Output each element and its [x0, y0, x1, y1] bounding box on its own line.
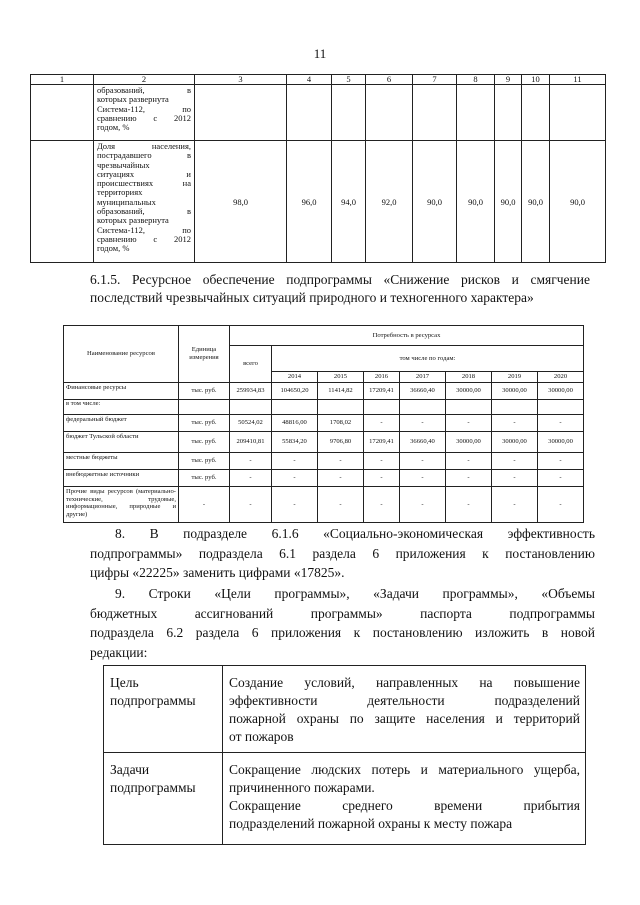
table-row [64, 432, 584, 453]
table-row [64, 383, 584, 400]
resource-name: Финансовые ресурсы [64, 383, 179, 400]
table-cell: 30000,00 [538, 383, 584, 400]
total-cell: 259934,83 [230, 383, 272, 400]
total-cell: - [230, 453, 272, 470]
unit-cell: тыс. руб. [179, 453, 230, 470]
paragraph-8: 8. В подразделе 6.1.6 «Социально-экономическая эффективность подпрограммы» подраздела 6.1 раздела 6 приложения к постановлению цифры «22225» заменить цифрами «17825». [90, 526, 595, 580]
column-number: 8 [457, 75, 495, 85]
unit-cell: тыс. руб. [179, 470, 230, 487]
total-cell: 50524,02 [230, 415, 272, 432]
table-row [64, 453, 584, 470]
table-cell: - [446, 487, 492, 523]
table-row [64, 487, 584, 523]
total-cell: - [230, 470, 272, 487]
resource-name: бюджет Тульской области [64, 432, 179, 453]
table-header-row [31, 75, 606, 85]
table-cell: - [400, 453, 446, 470]
column-header: Единица измерения [179, 326, 230, 383]
table-row [31, 141, 606, 263]
table-cell: 30000,00 [492, 383, 538, 400]
table-cell: 92,0 [366, 141, 413, 263]
unit-cell: тыс. руб. [179, 383, 230, 400]
table-cell: 9706,80 [318, 432, 364, 453]
table-cell: - [318, 470, 364, 487]
table-cell: - [538, 487, 584, 523]
unit-cell: тыс. руб. [179, 432, 230, 453]
table-cell: 36660,40 [400, 383, 446, 400]
unit-cell: - [179, 487, 230, 523]
table-cell: - [492, 487, 538, 523]
column-number: 5 [332, 75, 366, 85]
section-heading-line: 6.1.5. Ресурсное обеспечение подпрограммы «Снижение рисков и смягчение [90, 272, 590, 287]
column-number: 11 [550, 75, 606, 85]
table-cell: - [364, 453, 400, 470]
table-cell: - [272, 453, 318, 470]
table-cell: 98,0 [195, 141, 287, 263]
table-header-row [64, 326, 584, 346]
table-cell: 30000,00 [538, 432, 584, 453]
table-cell: 11414,82 [318, 383, 364, 400]
table-row [31, 85, 606, 141]
total-cell: 209410,81 [230, 432, 272, 453]
resources-table [63, 325, 584, 523]
table-row [64, 415, 584, 432]
table-cell: 104650,20 [272, 383, 318, 400]
year-header: 2016 [364, 372, 400, 383]
table-cell: 96,0 [287, 141, 332, 263]
tasks-label: Задачи подпрограммы [104, 753, 223, 845]
table-cell: - [538, 453, 584, 470]
table-cell: 36660,40 [400, 432, 446, 453]
column-header: всего [230, 346, 272, 383]
passport-table [103, 665, 586, 845]
table-cell: - [492, 470, 538, 487]
table-cell: 17209,41 [364, 432, 400, 453]
year-header: 2019 [492, 372, 538, 383]
section-heading-line: последствий чрезвычайных ситуаций природного и техногенного характера» [90, 290, 534, 305]
goal-label: Цель подпрограммы [104, 666, 223, 753]
indicators-table [30, 74, 606, 263]
resource-name: федеральный бюджет [64, 415, 179, 432]
table-cell: - [538, 415, 584, 432]
table-cell: - [446, 453, 492, 470]
resource-name: внебюджетные источники [64, 470, 179, 487]
table-cell: - [364, 415, 400, 432]
indicator-name: образований, в которых развернута Система-112, по сравнению с 2012 годом, % [94, 85, 195, 141]
column-header: Потребность в ресурсах [230, 326, 584, 346]
table-cell: - [492, 415, 538, 432]
column-number: 2 [94, 75, 195, 85]
table-cell: - [318, 453, 364, 470]
column-number: 3 [195, 75, 287, 85]
paragraph-9: 9. Строки «Цели программы», «Задачи программы», «Объемы бюджетных ассигнований программы» паспорта подпрограммы подраздела 6.2 раздела 6 приложения к постановлению изложить в новой редакции: [90, 586, 595, 660]
goal-text: Создание условий, направленных на повышение эффективности деятельности подразделений пожарной охраны по защите населения и территорий от пожаров [223, 666, 586, 753]
table-cell: - [364, 470, 400, 487]
table-cell: 30000,00 [446, 383, 492, 400]
table-cell: 48816,00 [272, 415, 318, 432]
column-number: 6 [366, 75, 413, 85]
resource-name: Прочие виды ресурсов (материально-технические, трудовые, информационные, природные и другие) [64, 487, 179, 523]
table-cell: - [272, 470, 318, 487]
table-cell: 1708,02 [318, 415, 364, 432]
year-header: 2015 [318, 372, 364, 383]
resource-name: местные бюджеты [64, 453, 179, 470]
total-cell: - [230, 487, 272, 523]
table-cell: 90,0 [457, 141, 495, 263]
column-number: 7 [413, 75, 457, 85]
table-cell: - [446, 415, 492, 432]
table-cell: 30000,00 [492, 432, 538, 453]
table-cell: - [492, 453, 538, 470]
table-row [104, 666, 586, 753]
year-header: 2020 [538, 372, 584, 383]
table-cell: 17209,41 [364, 383, 400, 400]
resource-name: в том числе: [64, 400, 179, 415]
unit-cell: тыс. руб. [179, 415, 230, 432]
table-cell: - [400, 415, 446, 432]
table-cell: 90,0 [413, 141, 457, 263]
table-row [64, 470, 584, 487]
year-header: 2018 [446, 372, 492, 383]
column-number: 4 [287, 75, 332, 85]
column-header: Наименование ресурсов [64, 326, 179, 383]
column-number: 9 [495, 75, 522, 85]
table-cell: 90,0 [550, 141, 606, 263]
table-cell: - [446, 470, 492, 487]
table-cell: - [364, 487, 400, 523]
table-cell: - [400, 470, 446, 487]
indicator-name: Доля населения, пострадавшего в чрезвычайных ситуациях и происшествиях на территориях муниципальных образований, в которых развернута Система-112, по сравнению с 2012 годом, % [94, 141, 195, 263]
table-cell: 30000,00 [446, 432, 492, 453]
table-cell: 90,0 [495, 141, 522, 263]
year-header: 2017 [400, 372, 446, 383]
column-header: том числе по годам: [272, 346, 584, 372]
table-cell: - [400, 487, 446, 523]
page-number: 11 [313, 46, 327, 61]
table-cell: 94,0 [332, 141, 366, 263]
table-cell: - [272, 487, 318, 523]
table-cell: - [318, 487, 364, 523]
table-row [64, 400, 584, 415]
column-number: 10 [522, 75, 550, 85]
column-number: 1 [31, 75, 94, 85]
table-cell: 90,0 [522, 141, 550, 263]
table-row [104, 753, 586, 845]
year-header: 2014 [272, 372, 318, 383]
table-cell: - [538, 470, 584, 487]
table-cell: 55834,20 [272, 432, 318, 453]
tasks-text: Сокращение людских потерь и материального ущерба, причиненного пожарами. Сокращение среднего времени прибытия подразделений пожарной охраны к месту пожара [223, 753, 586, 845]
